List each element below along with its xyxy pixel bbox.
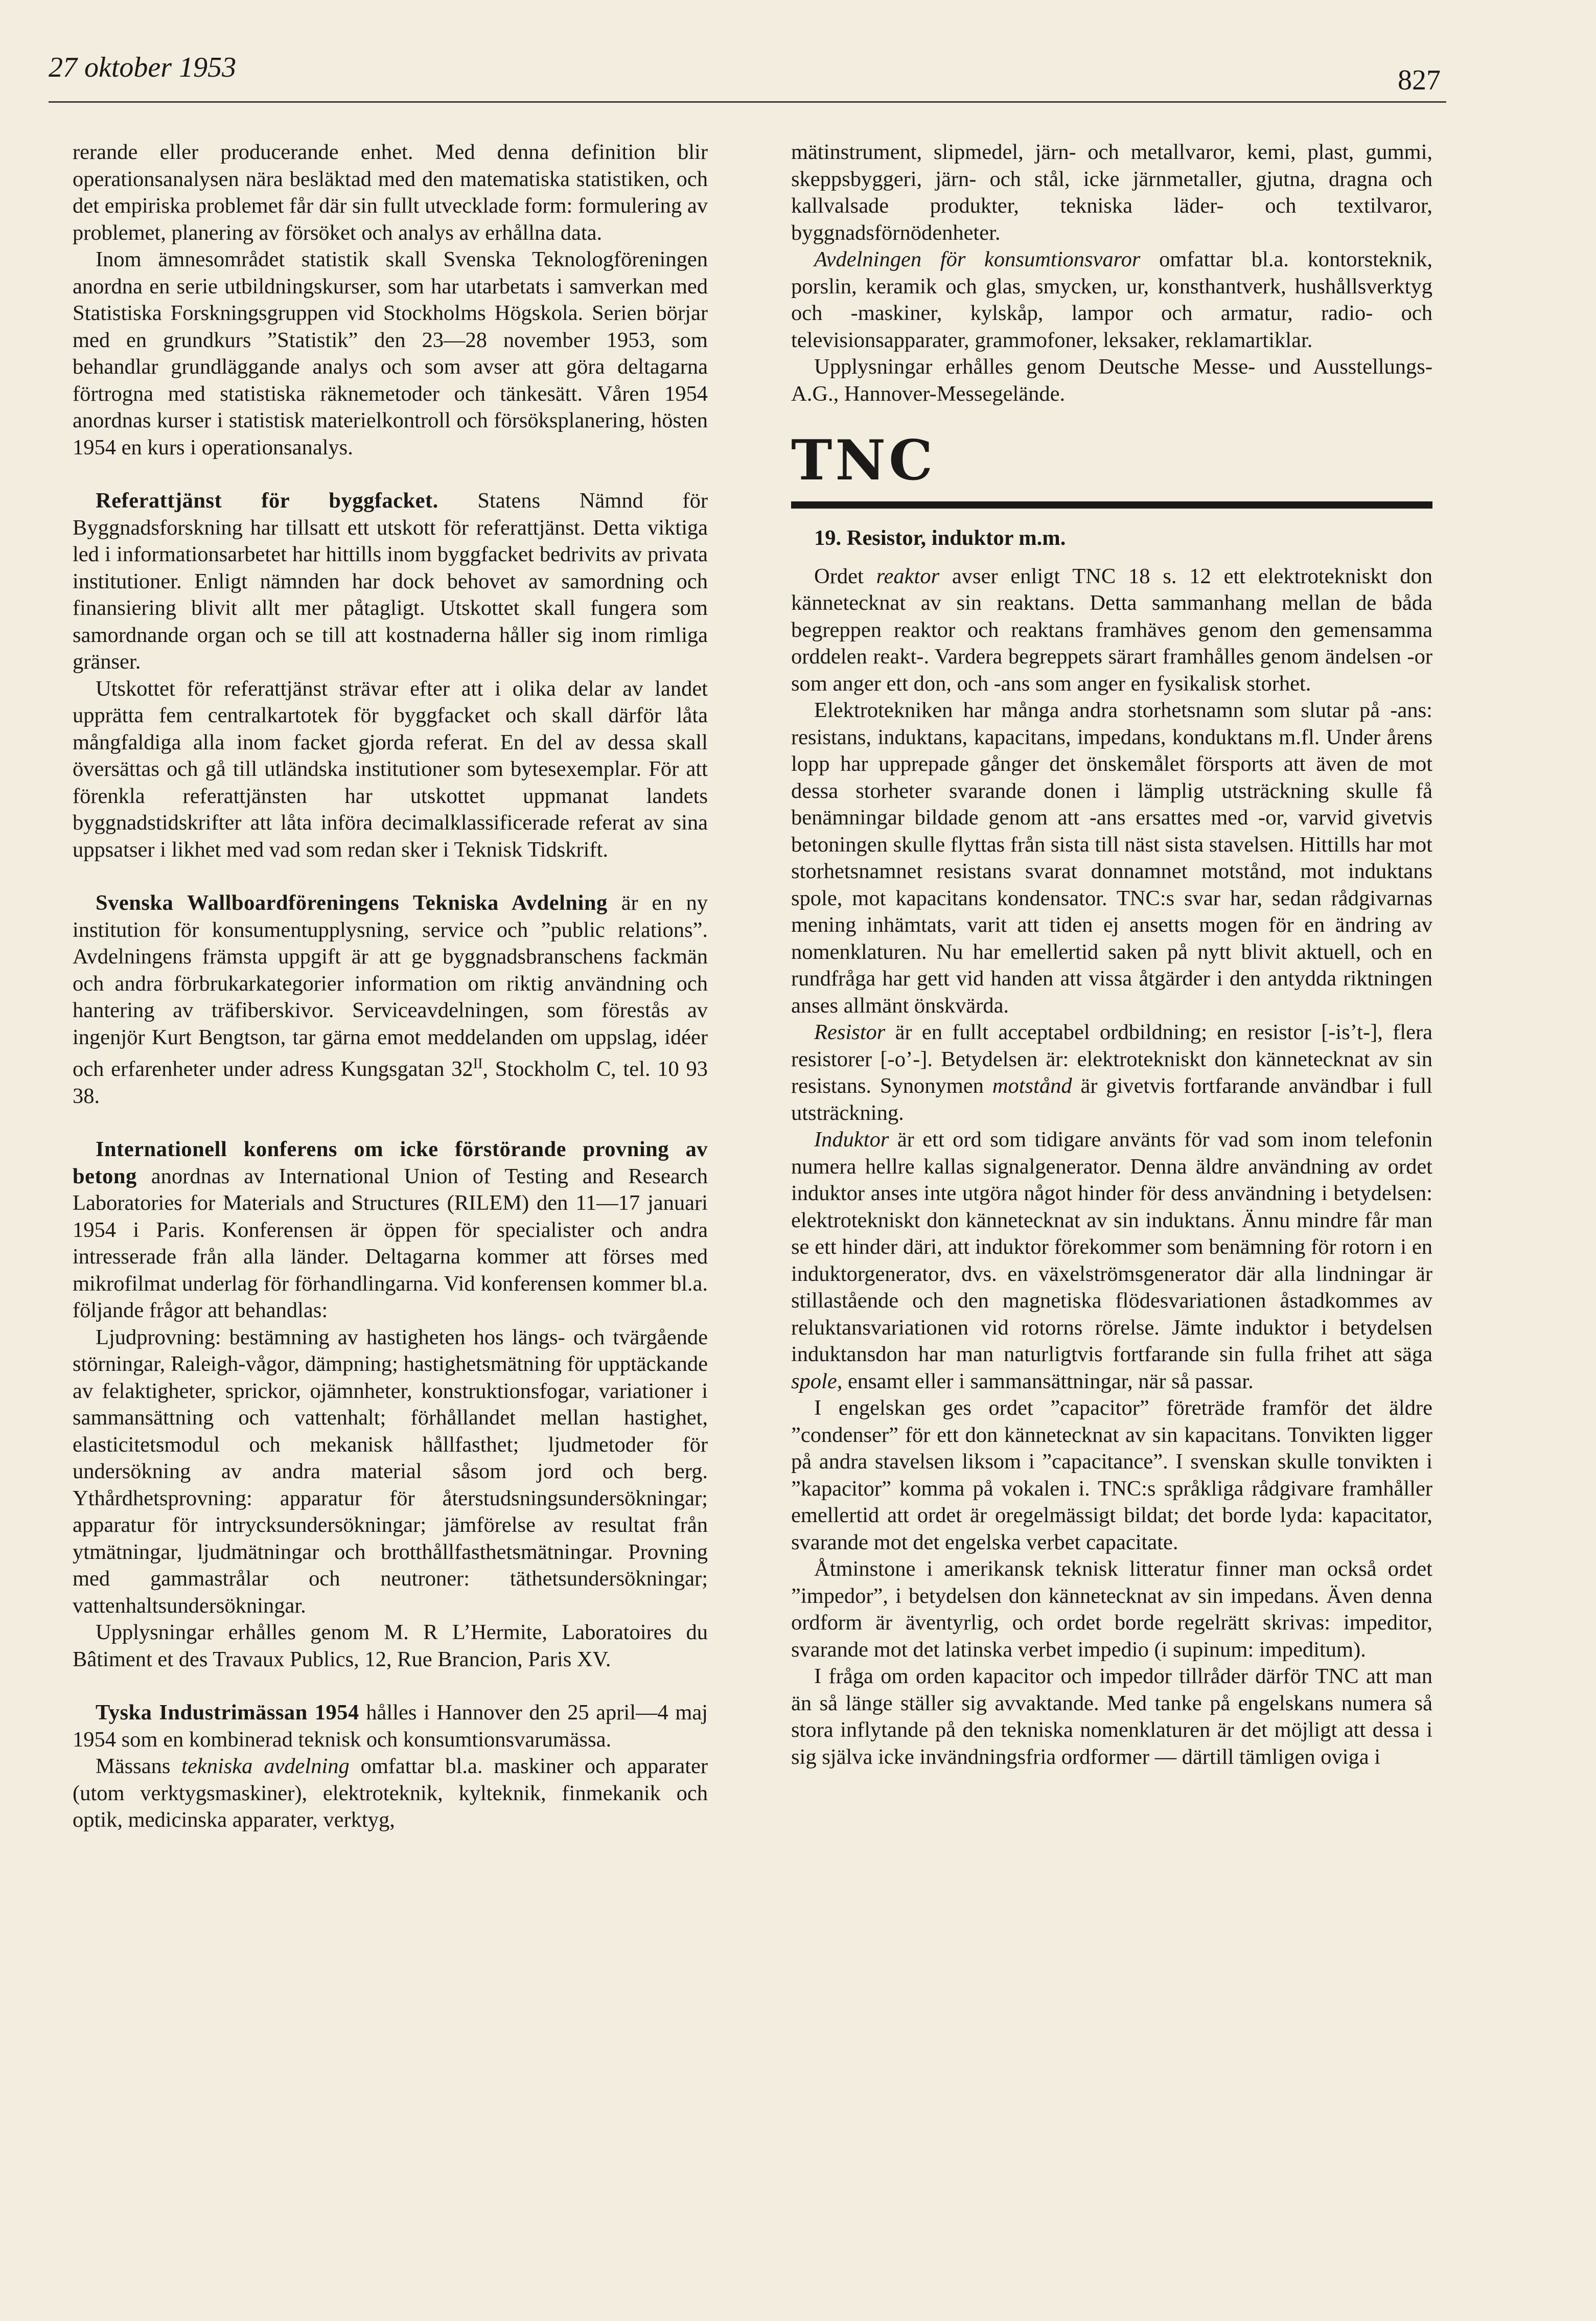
paragraph: Upplysningar erhålles genom Deutsche Messe- und Ausstellungs-A.G., Hannover-Messegelände. [791,355,1432,406]
paragraph: I engelskan ges ordet ”capacitor” företräde framför det äldre ”condenser” för ett don kännetecknat av sin kapacitans. Tonvikten ligger på andra stavelsen liksom i ”capacitance”. I svenskan skulle tonvikten i ”kapacitor” komma på vokalen i. TNC:s språkliga rådgivare framhåller emellertid att ordet är oregelmässigt bildat; det borde lyda: kapacitator, svarande mot det engelska verbet capacitate. [791,1396,1432,1554]
left-column [73,139,708,1834]
article-title: Internationell konferens om icke förstörande provning av betong [73,1137,708,1188]
right-column [791,139,1432,1771]
heading-rule [791,501,1432,509]
header-rule [49,101,1446,103]
paragraph: Ordet reaktor avser enligt TNC 18 s. 12 ett elektrotekniskt don kännetecknat av sin reaktans. Detta sammanhang mellan de båda begreppen reaktor och reaktans framhäves genom den gemensamma orddelen reakt-. Vardera begreppets särart framhålles genom ändelsen -or som anger ett don, och -ans som anger en fysikalisk storhet. [791,564,1432,696]
paragraph: I fråga om orden kapacitor och impedor tillråder därför TNC att man än så länge ställer sig avvaktande. Med tanke på engelskans numera så stora inflytande på den tekniska nomenklaturen är det möjligt att dessa i sig själva icke invändningsfria ordformer — därtill tämligen oviga i [791,1664,1432,1769]
article-title: Referattjänst för byggfacket. [96,489,438,513]
paragraph: Induktor är ett ord som tidigare använts för vad som inom telefonin numera hellre kallas signalgenerator. Denna äldre användning av ordet induktor anses inte utgöra något hinder för dess användning i betydelsen: elektrotekniskt don kännetecknat av sin induktans. Ännu mindre får man se ett hinder däri, att induktor förekommer som benämning för rotorn i en induktorgenerator, dvs. en växelströmsgenerator där alla lindningar är stillastående och den magnetiska flödesvariationen åstadkommes av reluktansvariationen vid rotorns rörelse. Jämte induktor i betydelsen induktansdon har man naturligtvis fortfarande sin fulla frihet att säga spole, ensamt eller i sammansättningar, när så passar. [791,1128,1432,1393]
paragraph: mätinstrument, slipmedel, järn- och metallvaror, kemi, plast, gummi, skeppsbyggeri, järn- och stål, icke järnmetaller, gjutna, dragna och kallvalsade produkter, tekniska läder- och textilvaror, byggnadsförnödenheter. [791,140,1432,245]
page-date: 27 oktober 1953 [49,52,237,83]
article-title: Svenska Wallboardföreningens Tekniska Avdelning [96,891,608,915]
paragraph: Utskottet för referattjänst strävar efter att i olika delar av landet upprätta fem centralkartotek för byggfacket och skall därför låta mångfaldiga alla inom facket gjorda referat. En del av dessa skall översättas och gå till utländska institutioner som bytesexemplar. För att förenkla referattjänsten har utskottet uppmanat landets byggnadstidskrifter att låta införa decimalklassificerade referat av sina uppsatser i likhet med vad som redan sker i Teknisk Tidskrift. [73,676,708,862]
article-title: Tyska Industrimässan 1954 [96,1700,359,1725]
paragraph: Inom ämnesområdet statistik skall Svenska Teknologföreningen anordna en serie utbildningskurser, som har utarbetats i samverkan med Statistiska Forskningsgruppen vid Stockholms Högskola. Serien börjar med en grundkurs ”Statistik” den 23—28 november 1953, som behandlar grundläggande analys och som avser att göra deltagarna förtrogna med statistiska räknemetoder och tänkesätt. Våren 1954 anordnas kurser i statistisk materielkontroll och försöksplanering, hösten 1954 en kurs i operationsanalys. [73,247,708,459]
paragraph: Upplysningar erhålles genom M. R L’Hermite, Laboratoires du Bâtiment et des Travaux Publics, 12, Rue Brancion, Paris XV. [73,1620,708,1671]
section-heading-tnc: TNC [791,428,936,493]
paragraph: Avdelningen för konsumtionsvaror omfattar bl.a. kontorsteknik, porslin, keramik och glas, smycken, ur, konsthantverk, hushållsverktyg och -maskiner, kylskåp, lampor och armatur, radio- och televisionsapparater, grammofoner, leksaker, reklamartiklar. [791,247,1432,352]
article-konferens: Internationell konferens om icke förstörande provning av betong anordnas av International Union of Testing and Research Laboratories for Materials and Structures (RILEM) den 11—17 januari 1954 i Paris. Konferensen är öppen för specialister och andra intresserade från alla länder. Deltagarna kommer att förses med mikrofilmat underlag för förhandlingarna. Vid konferensen kommer bl.a. följande frågor att behandlas: [73,1137,708,1323]
page-number: 827 [1398,64,1441,96]
article-wallboard: Svenska Wallboardföreningens Tekniska Avdelning är en ny institution för konsumentupplysning, service och ”public relations”. Avdelningens främsta uppgift är att ge byggnadsbranschens fackmän och andra förbrukarkategorier information om riktig användning och hantering av träfiberskivor. Serviceavdelningen, som förestås av ingenjör Kurt Bengtson, tar gärna emot meddelanden om uppslag, idéer och erfarenheter under adress Kungsgatan $32^{II}$, Stockholm C, tel. 10 93 38. [73,891,708,1108]
article-industrimassan: Tyska Industrimässan 1954 hålles i Hannover den 25 april—4 maj 1954 som en kombinerad teknisk och konsumtionsvarumässa. [73,1700,708,1752]
paragraph: Elektrotekniken har många andra storhetsnamn som slutar på -ans: resistans, induktans, kapacitans, impedans, konduktans m.fl. Under årens lopp har upprepade gånger det önskemålet försports att även de mot dessa storheter svarande donen i lämplig utsträckning skulle få benämningar bildade genom att -ans ersattes med -or, varvid givetvis betoningen skulle flyttas från sista till näst sista stavelsen. Hittills har mot storhetsnamnet resistans svarat donnamnet motstånd, mot induktans spole, mot kapacitans kondensator. TNC:s svar har, sedan rådgivarnas mening inhämtats, varit att tiden ej ansetts mogen för en ändring av nomenklaturen. Nu har emellertid saken på nytt blivit aktuell, och en rundfråga har gett vid handen att vissa åtgärder i den antydda riktningen anses allmänt önskvärda. [791,698,1432,1018]
paragraph: Resistor är en fullt acceptabel ordbildning; en resistor [-is’t-], flera resistorer [-o’-]. Betydelsen är: elektrotekniskt don kännetecknat av sin resistans. Synonymen motstånd är givetvis fortfarande användbar i full utsträckning. [791,1020,1432,1125]
subsection-title: 19. Resistor, induktor m.m. [814,526,1066,550]
paragraph: Ljudprovning: bestämning av hastigheten hos längs- och tvärgående störningar, Raleigh-vågor, dämpning; hastighetsmätning för upptäckande av felaktigheter, sprickor, ojämnheter, konstruktionsfogar, variationer i sammansättning och vattenhalt; förhållandet mellan hastighet, elasticitetsmodul och mekanisk hållfasthet; ljudmetoder för undersökning av andra material såsom jord och berg. Ythårdhetsprovning: apparatur för återstudsningsundersökningar; apparatur för intrycksundersökningar; jämförelse av resultat från ytmätningar, ljudmätningar och brotthållfasthetsmätningar. Provning med gammastrålar och neutroner: täthetsundersökningar; vattenhaltsundersökningar. [73,1325,708,1618]
paragraph: Åtminstone i amerikansk teknisk litteratur finner man också ordet ”impedor”, i betydelsen don kännetecknat av sin impedans. Även denna ordform är äventyrlig, och ordet borde regelrätt skrivas: impeditor, svarande mot det latinska verbet impedio (i supinum: impeditum). [791,1557,1432,1662]
paragraph: Mässans tekniska avdelning omfattar bl.a. maskiner och apparater (utom verktygsmaskiner), elektroteknik, kylteknik, finmekanik och optik, medicinska apparater, verktyg, [73,1754,708,1832]
article-referattjanst: Referattjänst för byggfacket. Statens Nämnd för Byggnadsforskning har tillsatt ett utskott för referattjänst. Detta viktiga led i informationsarbetet har hittills inom byggfacket bedrivits av privata institutioner. Enligt nämnden har dock behovet av samordning och finansiering blivit allt mer påtagligt. Utskottet skall fungera som samordnande organ och se till att kostnaderna håller sig inom rimliga gränser. [73,489,708,674]
paragraph: rerande eller producerande enhet. Med denna definition blir operationsanalysen nära besläktad med den matematiska statistiken, och det empiriska problemet får där sin fullt utvecklade form: formulering av problemet, planering av försöket och analys av erhållna data. [73,140,708,245]
